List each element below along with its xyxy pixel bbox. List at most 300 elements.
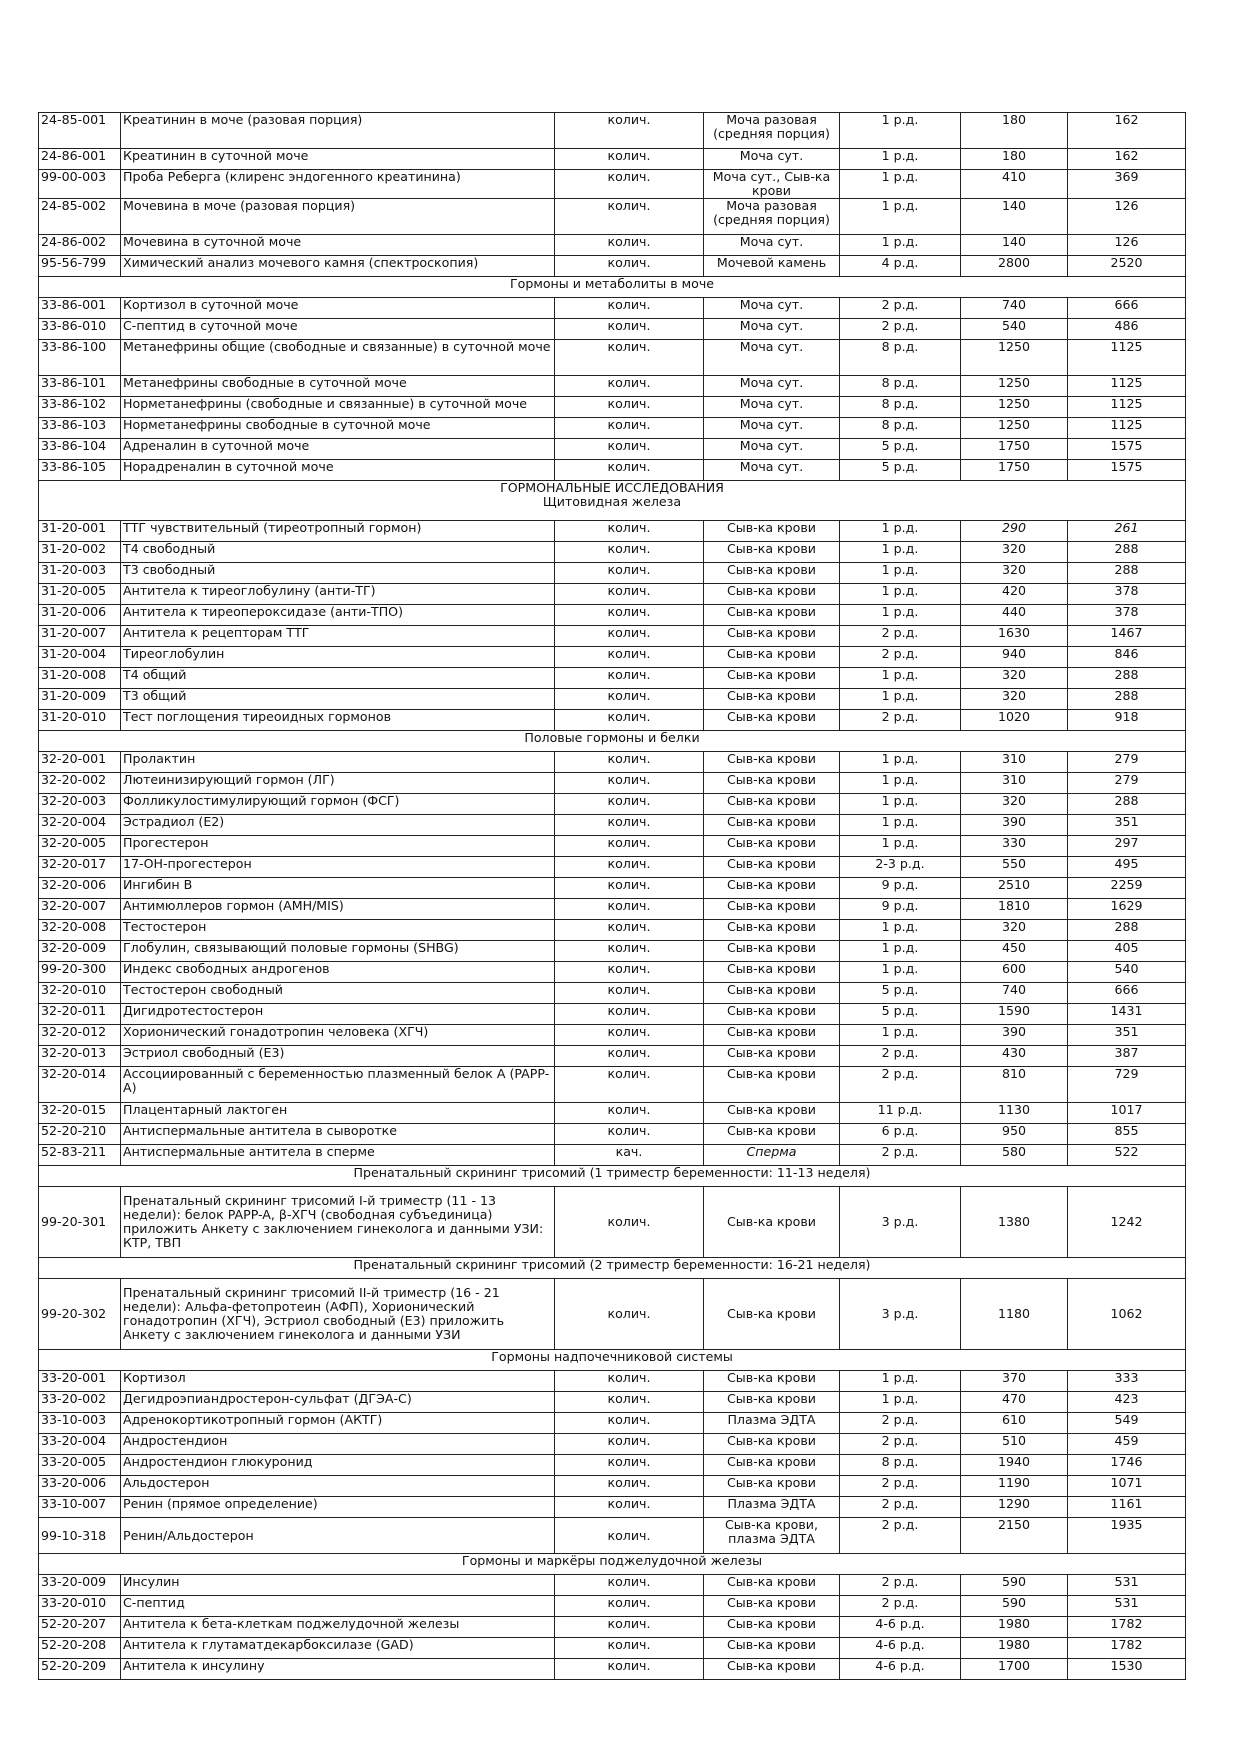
analysis-type-cell: колич. bbox=[555, 626, 704, 647]
table-row bbox=[39, 256, 1186, 277]
test-code-cell: 33-20-006 bbox=[39, 1476, 121, 1497]
turnaround-cell: 1 р.д. bbox=[840, 794, 961, 815]
test-code-cell: 33-20-009 bbox=[39, 1575, 121, 1596]
test-code-cell: 32-20-014 bbox=[39, 1067, 121, 1103]
price-cell: 600 bbox=[961, 962, 1068, 983]
analysis-type-cell: колич. bbox=[555, 605, 704, 626]
analysis-type-cell: колич. bbox=[555, 1476, 704, 1497]
test-name-cell: Тестостерон bbox=[121, 920, 555, 941]
discount-price-cell: 531 bbox=[1068, 1575, 1186, 1596]
price-cell: 1590 bbox=[961, 1004, 1068, 1025]
section-header-row bbox=[39, 1258, 1186, 1279]
table-row bbox=[39, 626, 1186, 647]
price-cell: 390 bbox=[961, 815, 1068, 836]
sample-type-cell: Сыв-ка крови bbox=[704, 983, 840, 1004]
analysis-type-cell: колич. bbox=[555, 752, 704, 773]
turnaround-cell: 2 р.д. bbox=[840, 319, 961, 340]
section-title: Пренатальный скрининг трисомий (1 триместр беременности: 11-13 неделя) bbox=[353, 1165, 871, 1180]
discount-price-cell: 162 bbox=[1068, 149, 1186, 170]
analysis-type-cell: колич. bbox=[555, 1617, 704, 1638]
test-name-cell: Тиреоглобулин bbox=[121, 647, 555, 668]
turnaround-cell: 1 р.д. bbox=[840, 235, 961, 256]
test-name-cell: Антитела к рецепторам ТТГ bbox=[121, 626, 555, 647]
price-cell: 1250 bbox=[961, 376, 1068, 397]
sample-type-cell: Сыв-ка крови bbox=[704, 920, 840, 941]
discount-price-cell: 666 bbox=[1068, 983, 1186, 1004]
table-row bbox=[39, 899, 1186, 920]
price-cell: 180 bbox=[961, 113, 1068, 149]
section-header-row bbox=[39, 277, 1186, 298]
price-cell: 1750 bbox=[961, 439, 1068, 460]
section-title: Гормоны надпочечниковой системы bbox=[491, 1349, 733, 1364]
turnaround-cell: 2 р.д. bbox=[840, 1046, 961, 1067]
turnaround-cell: 8 р.д. bbox=[840, 340, 961, 376]
test-code-cell: 32-20-006 bbox=[39, 878, 121, 899]
table-row bbox=[39, 836, 1186, 857]
table-row bbox=[39, 1518, 1186, 1554]
table-row bbox=[39, 1638, 1186, 1659]
test-code-cell: 32-20-004 bbox=[39, 815, 121, 836]
analysis-type-cell: колич. bbox=[555, 1497, 704, 1518]
sample-type-cell: Моча сут. bbox=[704, 460, 840, 481]
discount-price-cell: 1125 bbox=[1068, 340, 1186, 376]
test-name-cell: Ренин (прямое определение) bbox=[121, 1497, 555, 1518]
analysis-type-cell: колич. bbox=[555, 773, 704, 794]
discount-price-cell: 1017 bbox=[1068, 1103, 1186, 1124]
sample-type-cell: Плазма ЭДТА bbox=[704, 1413, 840, 1434]
test-code-cell: 31-20-006 bbox=[39, 605, 121, 626]
table-row bbox=[39, 521, 1186, 542]
price-list-table bbox=[38, 112, 1186, 1680]
discount-price-cell: 540 bbox=[1068, 962, 1186, 983]
test-code-cell: 32-20-005 bbox=[39, 836, 121, 857]
discount-price-cell: 1575 bbox=[1068, 439, 1186, 460]
price-cell: 580 bbox=[961, 1145, 1068, 1166]
sample-type-cell: Сыв-ка крови bbox=[704, 1659, 840, 1680]
test-name-cell: Метанефрины общие (свободные и связанные) в суточной моче bbox=[121, 340, 555, 376]
test-name-cell: Мочевина в моче (разовая порция) bbox=[121, 199, 555, 235]
analysis-type-cell: колич. bbox=[555, 460, 704, 481]
test-name-cell: Адренокортикотропный гормон (АКТГ) bbox=[121, 1413, 555, 1434]
discount-price-cell: 279 bbox=[1068, 752, 1186, 773]
section-header-row bbox=[39, 1350, 1186, 1371]
price-cell: 140 bbox=[961, 199, 1068, 235]
price-cell: 1810 bbox=[961, 899, 1068, 920]
sample-type-cell: Сыв-ка крови bbox=[704, 1067, 840, 1103]
test-name-cell: Дегидроэпиандростерон-сульфат (ДГЭА-С) bbox=[121, 1392, 555, 1413]
sample-type-cell: Сыв-ка крови bbox=[704, 689, 840, 710]
test-code-cell: 33-86-104 bbox=[39, 439, 121, 460]
test-code-cell: 52-83-211 bbox=[39, 1145, 121, 1166]
price-cell: 740 bbox=[961, 298, 1068, 319]
test-code-cell: 33-20-005 bbox=[39, 1455, 121, 1476]
section-title: Пренатальный скрининг трисомий (2 триместр беременности: 16-21 неделя) bbox=[353, 1257, 871, 1272]
table-row bbox=[39, 418, 1186, 439]
analysis-type-cell: колич. bbox=[555, 710, 704, 731]
turnaround-cell: 4-6 р.д. bbox=[840, 1617, 961, 1638]
turnaround-cell: 1 р.д. bbox=[840, 584, 961, 605]
sample-type-cell: Моча сут. bbox=[704, 235, 840, 256]
price-cell: 320 bbox=[961, 542, 1068, 563]
analysis-type-cell: колич. bbox=[555, 563, 704, 584]
sample-type-cell: Сыв-ка крови bbox=[704, 857, 840, 878]
test-name-cell: Т3 общий bbox=[121, 689, 555, 710]
test-name-cell: Антимюллеров гормон (AMH/MIS) bbox=[121, 899, 555, 920]
discount-price-cell: 261 bbox=[1068, 521, 1186, 542]
turnaround-cell: 1 р.д. bbox=[840, 542, 961, 563]
sample-type-cell: Сыв-ка крови, плазма ЭДТА bbox=[704, 1518, 840, 1554]
turnaround-cell: 3 р.д. bbox=[840, 1279, 961, 1350]
price-cell: 470 bbox=[961, 1392, 1068, 1413]
turnaround-cell: 1 р.д. bbox=[840, 815, 961, 836]
table-row bbox=[39, 584, 1186, 605]
analysis-type-cell: колич. bbox=[555, 1004, 704, 1025]
test-code-cell: 32-20-013 bbox=[39, 1046, 121, 1067]
sample-type-cell: Мочевой камень bbox=[704, 256, 840, 277]
price-cell: 140 bbox=[961, 235, 1068, 256]
section-title: Гормоны и метаболиты в моче bbox=[509, 276, 715, 291]
section-header-row bbox=[39, 731, 1186, 752]
analysis-type-cell: колич. bbox=[555, 199, 704, 235]
price-cell: 410 bbox=[961, 170, 1068, 199]
test-name-cell: Инсулин bbox=[121, 1575, 555, 1596]
turnaround-cell: 2 р.д. bbox=[840, 1067, 961, 1103]
price-cell: 320 bbox=[961, 794, 1068, 815]
discount-price-cell: 351 bbox=[1068, 1025, 1186, 1046]
table-row bbox=[39, 340, 1186, 376]
section-header bbox=[39, 1258, 1186, 1279]
turnaround-cell: 1 р.д. bbox=[840, 689, 961, 710]
test-code-cell: 32-20-002 bbox=[39, 773, 121, 794]
analysis-type-cell: колич. bbox=[555, 235, 704, 256]
test-name-cell: Т4 общий bbox=[121, 668, 555, 689]
turnaround-cell: 8 р.д. bbox=[840, 397, 961, 418]
section-title: Половые гормоны и белки bbox=[524, 730, 700, 745]
discount-price-cell: 288 bbox=[1068, 689, 1186, 710]
table-row bbox=[39, 563, 1186, 584]
turnaround-cell: 1 р.д. bbox=[840, 1025, 961, 1046]
sample-type-cell: Моча сут. bbox=[704, 149, 840, 170]
analysis-type-cell: колич. bbox=[555, 1596, 704, 1617]
turnaround-cell: 1 р.д. bbox=[840, 199, 961, 235]
table-row bbox=[39, 149, 1186, 170]
sample-type-cell: Сыв-ка крови bbox=[704, 1617, 840, 1638]
table-row bbox=[39, 857, 1186, 878]
discount-price-cell: 846 bbox=[1068, 647, 1186, 668]
test-code-cell: 33-86-101 bbox=[39, 376, 121, 397]
sample-type-cell: Сыв-ка крови bbox=[704, 1638, 840, 1659]
turnaround-cell: 2 р.д. bbox=[840, 1145, 961, 1166]
turnaround-cell: 2-3 р.д. bbox=[840, 857, 961, 878]
sample-type-cell: Моча сут. bbox=[704, 298, 840, 319]
price-cell: 1630 bbox=[961, 626, 1068, 647]
test-code-cell: 32-20-017 bbox=[39, 857, 121, 878]
turnaround-cell: 1 р.д. bbox=[840, 752, 961, 773]
turnaround-cell: 2 р.д. bbox=[840, 298, 961, 319]
discount-price-cell: 486 bbox=[1068, 319, 1186, 340]
discount-price-cell: 549 bbox=[1068, 1413, 1186, 1434]
test-name-cell: Мочевина в суточной моче bbox=[121, 235, 555, 256]
table-row bbox=[39, 1046, 1186, 1067]
section-header bbox=[39, 731, 1186, 752]
discount-price-cell: 495 bbox=[1068, 857, 1186, 878]
table-row bbox=[39, 983, 1186, 1004]
sample-type-cell: Моча сут., Сыв-ка крови bbox=[704, 170, 840, 199]
price-cell: 320 bbox=[961, 563, 1068, 584]
turnaround-cell: 9 р.д. bbox=[840, 899, 961, 920]
test-name-cell: Кортизол bbox=[121, 1371, 555, 1392]
turnaround-cell: 5 р.д. bbox=[840, 439, 961, 460]
test-name-cell: С-пептид в суточной моче bbox=[121, 319, 555, 340]
turnaround-cell: 5 р.д. bbox=[840, 983, 961, 1004]
turnaround-cell: 1 р.д. bbox=[840, 1371, 961, 1392]
table-row bbox=[39, 439, 1186, 460]
test-name-cell: Ренин/Альдостерон bbox=[121, 1518, 555, 1554]
test-code-cell: 99-00-003 bbox=[39, 170, 121, 199]
turnaround-cell: 1 р.д. bbox=[840, 1392, 961, 1413]
table-row bbox=[39, 319, 1186, 340]
price-cell: 940 bbox=[961, 647, 1068, 668]
discount-price-cell: 288 bbox=[1068, 668, 1186, 689]
sample-type-cell: Сыв-ка крови bbox=[704, 878, 840, 899]
test-code-cell: 33-20-010 bbox=[39, 1596, 121, 1617]
test-name-cell: Плацентарный лактоген bbox=[121, 1103, 555, 1124]
test-code-cell: 52-20-207 bbox=[39, 1617, 121, 1638]
test-code-cell: 31-20-002 bbox=[39, 542, 121, 563]
price-cell: 1750 bbox=[961, 460, 1068, 481]
turnaround-cell: 5 р.д. bbox=[840, 1004, 961, 1025]
turnaround-cell: 1 р.д. bbox=[840, 605, 961, 626]
price-cell: 2150 bbox=[961, 1518, 1068, 1554]
sample-type-cell: Сыв-ка крови bbox=[704, 1455, 840, 1476]
analysis-type-cell: колич. bbox=[555, 794, 704, 815]
sample-type-cell: Сыв-ка крови bbox=[704, 1596, 840, 1617]
price-cell: 1250 bbox=[961, 340, 1068, 376]
sample-type-cell: Сыв-ка крови bbox=[704, 710, 840, 731]
price-cell: 540 bbox=[961, 319, 1068, 340]
table-row bbox=[39, 1103, 1186, 1124]
discount-price-cell: 918 bbox=[1068, 710, 1186, 731]
table-row bbox=[39, 298, 1186, 319]
test-name-cell: Химический анализ мочевого камня (спектроскопия) bbox=[121, 256, 555, 277]
test-name-cell: Креатинин в моче (разовая порция) bbox=[121, 113, 555, 149]
price-cell: 590 bbox=[961, 1596, 1068, 1617]
test-name-cell: Ассоциированный с беременностью плазменный белок А (PAPP-A) bbox=[121, 1067, 555, 1103]
test-name-cell: Т3 свободный bbox=[121, 563, 555, 584]
table-row bbox=[39, 773, 1186, 794]
test-code-cell: 33-10-003 bbox=[39, 1413, 121, 1434]
sample-type-cell: Сыв-ка крови bbox=[704, 1004, 840, 1025]
sample-type-cell: Сыв-ка крови bbox=[704, 605, 840, 626]
table-row bbox=[39, 170, 1186, 199]
section-title: ГОРМОНАЛЬНЫЕ ИССЛЕДОВАНИЯ bbox=[500, 480, 724, 495]
test-code-cell: 33-20-004 bbox=[39, 1434, 121, 1455]
test-code-cell: 33-86-100 bbox=[39, 340, 121, 376]
price-cell: 1250 bbox=[961, 397, 1068, 418]
analysis-type-cell: колич. bbox=[555, 1187, 704, 1258]
table-row bbox=[39, 235, 1186, 256]
table-row bbox=[39, 1455, 1186, 1476]
analysis-type-cell: колич. bbox=[555, 836, 704, 857]
discount-price-cell: 1161 bbox=[1068, 1497, 1186, 1518]
analysis-type-cell: колич. bbox=[555, 647, 704, 668]
discount-price-cell: 162 bbox=[1068, 113, 1186, 149]
discount-price-cell: 2259 bbox=[1068, 878, 1186, 899]
test-name-cell: Глобулин, связывающий половые гормоны (SHBG) bbox=[121, 941, 555, 962]
price-cell: 2800 bbox=[961, 256, 1068, 277]
price-cell: 950 bbox=[961, 1124, 1068, 1145]
table-row bbox=[39, 1124, 1186, 1145]
turnaround-cell: 2 р.д. bbox=[840, 1476, 961, 1497]
turnaround-cell: 6 р.д. bbox=[840, 1124, 961, 1145]
discount-price-cell: 1782 bbox=[1068, 1638, 1186, 1659]
test-code-cell: 31-20-007 bbox=[39, 626, 121, 647]
section-header-row bbox=[39, 481, 1186, 521]
sample-type-cell: Сыв-ка крови bbox=[704, 1103, 840, 1124]
price-cell: 310 bbox=[961, 773, 1068, 794]
sample-type-cell: Сыв-ка крови bbox=[704, 626, 840, 647]
table-row bbox=[39, 941, 1186, 962]
test-name-cell: Т4 свободный bbox=[121, 542, 555, 563]
section-header-row bbox=[39, 1554, 1186, 1575]
analysis-type-cell: колич. bbox=[555, 1392, 704, 1413]
price-cell: 320 bbox=[961, 920, 1068, 941]
price-cell: 1980 bbox=[961, 1638, 1068, 1659]
table-row bbox=[39, 1413, 1186, 1434]
analysis-type-cell: кач. bbox=[555, 1145, 704, 1166]
turnaround-cell: 2 р.д. bbox=[840, 647, 961, 668]
discount-price-cell: 351 bbox=[1068, 815, 1186, 836]
analysis-type-cell: колич. bbox=[555, 298, 704, 319]
sample-type-cell: Сыв-ка крови bbox=[704, 836, 840, 857]
price-cell: 2510 bbox=[961, 878, 1068, 899]
turnaround-cell: 11 р.д. bbox=[840, 1103, 961, 1124]
analysis-type-cell: колич. bbox=[555, 149, 704, 170]
discount-price-cell: 288 bbox=[1068, 794, 1186, 815]
section-header-row bbox=[39, 1166, 1186, 1187]
test-name-cell: Норметанефрины свободные в суточной моче bbox=[121, 418, 555, 439]
price-cell: 1250 bbox=[961, 418, 1068, 439]
table-row bbox=[39, 1617, 1186, 1638]
discount-price-cell: 387 bbox=[1068, 1046, 1186, 1067]
turnaround-cell: 1 р.д. bbox=[840, 113, 961, 149]
sample-type-cell: Моча сут. bbox=[704, 439, 840, 460]
sample-type-cell: Сыв-ка крови bbox=[704, 815, 840, 836]
discount-price-cell: 297 bbox=[1068, 836, 1186, 857]
turnaround-cell: 1 р.д. bbox=[840, 149, 961, 170]
sample-type-cell: Моча сут. bbox=[704, 319, 840, 340]
analysis-type-cell: колич. bbox=[555, 1103, 704, 1124]
turnaround-cell: 2 р.д. bbox=[840, 710, 961, 731]
test-name-cell: Антитела к бета-клеткам поджелудочной железы bbox=[121, 1617, 555, 1638]
test-name-cell: Антитела к глутаматдекарбоксилазе (GAD) bbox=[121, 1638, 555, 1659]
discount-price-cell: 1125 bbox=[1068, 418, 1186, 439]
price-cell: 1940 bbox=[961, 1455, 1068, 1476]
table-row bbox=[39, 1279, 1186, 1350]
discount-price-cell: 1782 bbox=[1068, 1617, 1186, 1638]
turnaround-cell: 8 р.д. bbox=[840, 376, 961, 397]
price-cell: 1290 bbox=[961, 1497, 1068, 1518]
table-row bbox=[39, 1497, 1186, 1518]
analysis-type-cell: колич. bbox=[555, 376, 704, 397]
sample-type-cell: Моча сут. bbox=[704, 340, 840, 376]
test-name-cell: Прогестерон bbox=[121, 836, 555, 857]
analysis-type-cell: колич. bbox=[555, 256, 704, 277]
price-cell: 1020 bbox=[961, 710, 1068, 731]
turnaround-cell: 3 р.д. bbox=[840, 1187, 961, 1258]
table-row bbox=[39, 1596, 1186, 1617]
price-cell: 450 bbox=[961, 941, 1068, 962]
discount-price-cell: 378 bbox=[1068, 584, 1186, 605]
test-code-cell: 31-20-004 bbox=[39, 647, 121, 668]
test-name-cell: Ингибин В bbox=[121, 878, 555, 899]
table-row bbox=[39, 1145, 1186, 1166]
table-row bbox=[39, 397, 1186, 418]
analysis-type-cell: колич. bbox=[555, 1455, 704, 1476]
analysis-type-cell: колич. bbox=[555, 941, 704, 962]
test-name-cell: Фолликулостимулирующий гормон (ФСГ) bbox=[121, 794, 555, 815]
turnaround-cell: 1 р.д. bbox=[840, 521, 961, 542]
price-cell: 440 bbox=[961, 605, 1068, 626]
sample-type-cell: Сыв-ка крови bbox=[704, 1124, 840, 1145]
table-row bbox=[39, 1025, 1186, 1046]
turnaround-cell: 2 р.д. bbox=[840, 1413, 961, 1434]
turnaround-cell: 5 р.д. bbox=[840, 460, 961, 481]
price-cell: 610 bbox=[961, 1413, 1068, 1434]
test-code-cell: 24-85-001 bbox=[39, 113, 121, 149]
test-code-cell: 32-20-012 bbox=[39, 1025, 121, 1046]
analysis-type-cell: колич. bbox=[555, 397, 704, 418]
turnaround-cell: 2 р.д. bbox=[840, 1575, 961, 1596]
analysis-type-cell: колич. bbox=[555, 689, 704, 710]
sample-type-cell: Сыв-ка крови bbox=[704, 1279, 840, 1350]
sample-type-cell: Моча разовая (средняя порция) bbox=[704, 113, 840, 149]
table-row bbox=[39, 878, 1186, 899]
discount-price-cell: 288 bbox=[1068, 563, 1186, 584]
sample-type-cell: Сперма bbox=[704, 1145, 840, 1166]
analysis-type-cell: колич. bbox=[555, 1124, 704, 1145]
price-cell: 1700 bbox=[961, 1659, 1068, 1680]
test-code-cell: 33-20-002 bbox=[39, 1392, 121, 1413]
price-cell: 310 bbox=[961, 752, 1068, 773]
test-code-cell: 33-20-001 bbox=[39, 1371, 121, 1392]
sample-type-cell: Сыв-ка крови bbox=[704, 1371, 840, 1392]
sample-type-cell: Сыв-ка крови bbox=[704, 1392, 840, 1413]
test-code-cell: 32-20-011 bbox=[39, 1004, 121, 1025]
turnaround-cell: 1 р.д. bbox=[840, 962, 961, 983]
discount-price-cell: 369 bbox=[1068, 170, 1186, 199]
sample-type-cell: Сыв-ка крови bbox=[704, 752, 840, 773]
sample-type-cell: Сыв-ка крови bbox=[704, 647, 840, 668]
analysis-type-cell: колич. bbox=[555, 878, 704, 899]
sample-type-cell: Сыв-ка крови bbox=[704, 941, 840, 962]
section-header bbox=[39, 1166, 1186, 1187]
table-row bbox=[39, 1659, 1186, 1680]
sample-type-cell: Сыв-ка крови bbox=[704, 668, 840, 689]
discount-price-cell: 279 bbox=[1068, 773, 1186, 794]
turnaround-cell: 1 р.д. bbox=[840, 836, 961, 857]
price-list-body bbox=[39, 113, 1186, 1680]
discount-price-cell: 1746 bbox=[1068, 1455, 1186, 1476]
table-row bbox=[39, 460, 1186, 481]
test-code-cell: 52-20-209 bbox=[39, 1659, 121, 1680]
test-code-cell: 32-20-009 bbox=[39, 941, 121, 962]
table-row bbox=[39, 689, 1186, 710]
analysis-type-cell: колич. bbox=[555, 983, 704, 1004]
test-code-cell: 31-20-001 bbox=[39, 521, 121, 542]
analysis-type-cell: колич. bbox=[555, 1279, 704, 1350]
analysis-type-cell: колич. bbox=[555, 1371, 704, 1392]
